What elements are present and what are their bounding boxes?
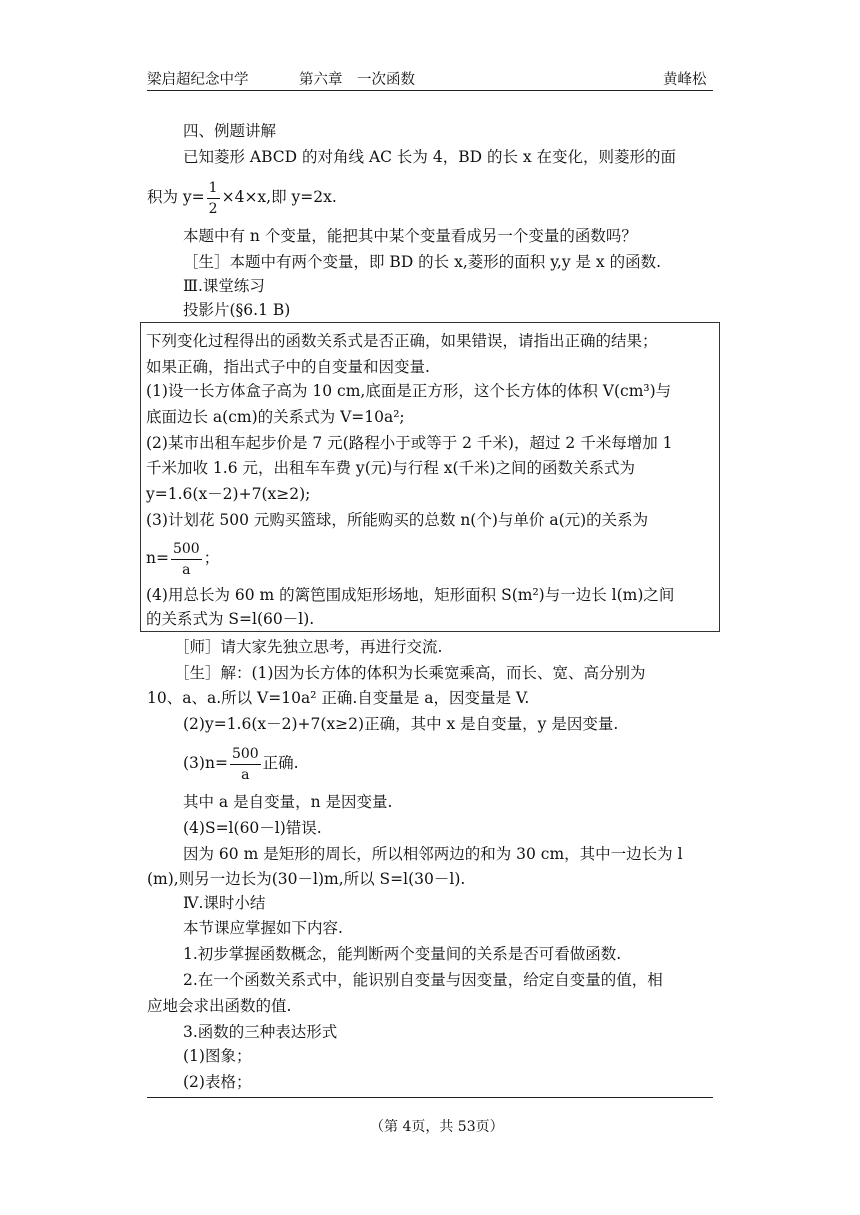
slide-label: 投影片(§6.1 B) (183, 301, 291, 319)
student-line: (4)S=l(60－l)错误. (183, 819, 322, 837)
summary-title: Ⅳ.课时小结 (183, 894, 266, 912)
page-footer: （第 4页，共 53页） (370, 1119, 504, 1135)
box-line: (2)某市出租车起步价是 7 元(路程小于或等于 2 千米)，超过 2 千米每增加 1 (146, 434, 673, 452)
fraction-500-a: $\frac{500}{a}$ (231, 745, 259, 783)
summary-line: 3.函数的三种表达形式 (183, 1023, 338, 1041)
summary-line: 2.在一个函数关系式中，能识别自变量与因变量，给定自变量的值，相 (183, 971, 663, 989)
practice-title: Ⅲ.课堂练习 (183, 277, 265, 295)
example-line1: 已知菱形 ABCD 的对角线 AC 长为 4，BD 的长 x 在变化，则菱形的面 (183, 148, 677, 166)
section-title: 四、例题讲解 (183, 122, 277, 140)
box-line: 底面边长 a(cm)的关系式为 V=10a²; (146, 408, 405, 426)
student-line: 10、a、a.所以 V=10a² 正确.自变量是 a，因变量是 V. (147, 689, 530, 707)
footer-rule (147, 1097, 713, 1098)
student-line: 因为 60 m 是矩形的周长，所以相邻两边的和为 30 cm，其中一边长为 l (183, 845, 683, 863)
box-line: (4)用总长为 60 m 的篱笆围成矩形场地，矩形面积 S(m²)与一边长 l(m)之间 (146, 586, 675, 604)
box-line: 千米加收 1.6 元，出租车车费 y(元)与行程 x(千米)之间的函数关系式为 (146, 459, 636, 477)
student-line-fraction: (3)n= $\frac{500}{a}$ 正确. (183, 745, 299, 783)
summary-line: 应地会求出函数的值. (147, 997, 292, 1015)
box-line: y=1.6(x－2)+7(x≥2); (146, 485, 311, 503)
student-line: (m),则另一边长为(30－l)m,所以 S=l(30－l). (147, 870, 466, 888)
summary-line: (2)表格； (183, 1073, 252, 1091)
header-rule (147, 90, 713, 91)
header-chapter: 第六章 一次函数 (299, 72, 415, 88)
box-line-fraction: n= $\frac{500}{a}$ ； (146, 540, 220, 578)
example-answer: ［生］本题中有两个变量，即 BD 的长 x,菱形的面积 y,y 是 x 的函数. (183, 253, 662, 271)
student-line: ［生］解：(1)因为长方体的体积为长乘宽乘高，而长、宽、高分别为 (174, 664, 646, 682)
box-line: (3)计划花 500 元购买篮球，所能购买的总数 n(个)与单价 a(元)的关系为 (146, 511, 649, 529)
box-line: 如果正确，指出式子中的自变量和因变量. (146, 358, 430, 376)
student-line: 其中 a 是自变量，n 是因变量. (183, 793, 393, 811)
example-question: 本题中有 n 个变量，能把其中某个变量看成另一个变量的函数吗？ (183, 227, 637, 245)
summary-line: 1.初步掌握函数概念，能判断两个变量间的关系是否可看做函数. (183, 945, 622, 963)
student-line: (2)y=1.6(x－2)+7(x≥2)正确，其中 x 是自变量，y 是因变量. (183, 715, 619, 733)
header-author: 黄峰松 (663, 72, 707, 88)
summary-line: 本节课应掌握如下内容. (183, 919, 343, 937)
header-school: 梁启超纪念中学 (147, 72, 249, 88)
box-line: 下列变化过程得出的函数关系式是否正确，如果错误，请指出正确的结果； (146, 332, 658, 350)
example-line2: 积为 y= $\frac{1}{2}$ ×4×x,即 y=2x. (147, 179, 337, 217)
box-line: (1)设一长方体盒子高为 10 cm,底面是正方形，这个长方体的体积 V(cm³)与 (146, 382, 672, 400)
teacher-line: ［师］请大家先独立思考，再进行交流. (174, 638, 443, 656)
box-line: 的关系式为 S=l(60－l). (146, 610, 315, 628)
summary-line: (1)图象； (183, 1047, 252, 1065)
fraction-500-a: $\frac{500}{a}$ (172, 540, 200, 578)
fraction-half: $\frac{1}{2}$ (208, 179, 218, 217)
